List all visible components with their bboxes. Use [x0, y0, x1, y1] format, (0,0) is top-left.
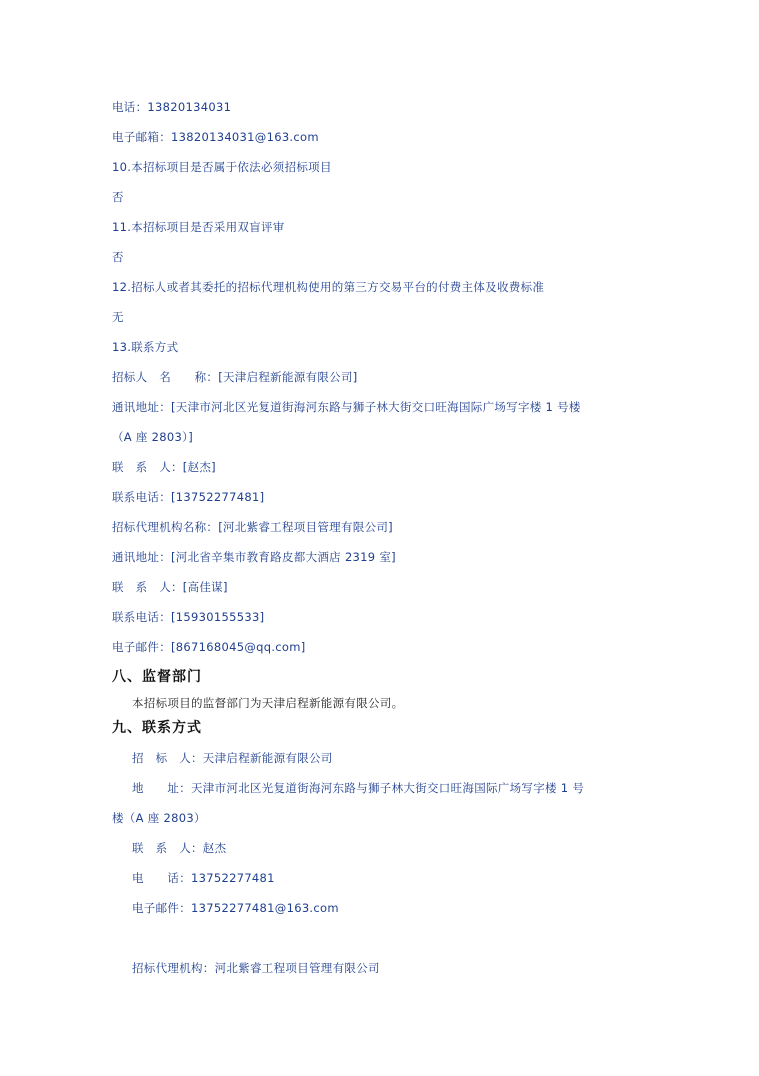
item-10-answer: 否 [112, 190, 124, 204]
section-9-heading: 九、联系方式 [112, 720, 202, 736]
item-10-question: 10.本招标项目是否属于依法必须招标项目 [112, 160, 332, 174]
agency-phone-line: 联系电话：[15930155533] [112, 610, 265, 624]
item-12-question: 12.招标人或者其委托的招标代理机构使用的第三方交易平台的付费主体及收费标准 [112, 280, 545, 294]
agency-contact-line: 联 系 人：[高佳谋] [112, 580, 228, 594]
contact-person: 联 系 人：赵杰 [132, 841, 227, 855]
contact-address: 地 址：天津市河北区光复道街海河东路与狮子林大街交口旺海国际广场写字楼 1 号 [132, 781, 585, 795]
item-13-heading: 13.联系方式 [112, 340, 179, 354]
agency-email-line: 电子邮件：[867168045@qq.com] [112, 640, 306, 654]
contact-tenderer: 招 标 人：天津启程新能源有限公司 [132, 751, 333, 765]
tenderer-address-line: 通讯地址：[天津市河北区光复道街海河东路与狮子林大街交口旺海国际广场写字楼 1 号楼 [112, 400, 581, 414]
contact-phone: 电 话：13752277481 [132, 871, 275, 885]
tenderer-name-line: 招标人 名 称：[天津启程新能源有限公司] [112, 370, 358, 384]
tenderer-contact-line: 联 系 人：[赵杰] [112, 460, 216, 474]
contact-email: 电子邮件：13752277481@163.com [132, 901, 339, 915]
agency-address-line: 通讯地址：[河北省辛集市教育路皮都大酒店 2319 室] [112, 550, 396, 564]
contact-address-cont: 楼（A 座 2803） [112, 811, 206, 825]
item-11-answer: 否 [112, 250, 124, 264]
email-line: 电子邮箱：13820134031@163.com [112, 130, 319, 144]
tenderer-phone-line: 联系电话：[13752277481] [112, 490, 265, 504]
supervision-text: 本招标项目的监督部门为天津启程新能源有限公司。 [132, 696, 404, 710]
item-11-question: 11.本招标项目是否采用双盲评审 [112, 220, 285, 234]
contact-agency: 招标代理机构：河北紫睿工程项目管理有限公司 [132, 961, 380, 975]
tenderer-address-cont: （A 座 2803）] [112, 430, 193, 444]
section-8-heading: 八、监督部门 [112, 669, 202, 685]
agency-name-line: 招标代理机构名称：[河北紫睿工程项目管理有限公司] [112, 520, 393, 534]
item-12-answer: 无 [112, 310, 124, 324]
phone-line: 电话：13820134031 [112, 100, 232, 114]
